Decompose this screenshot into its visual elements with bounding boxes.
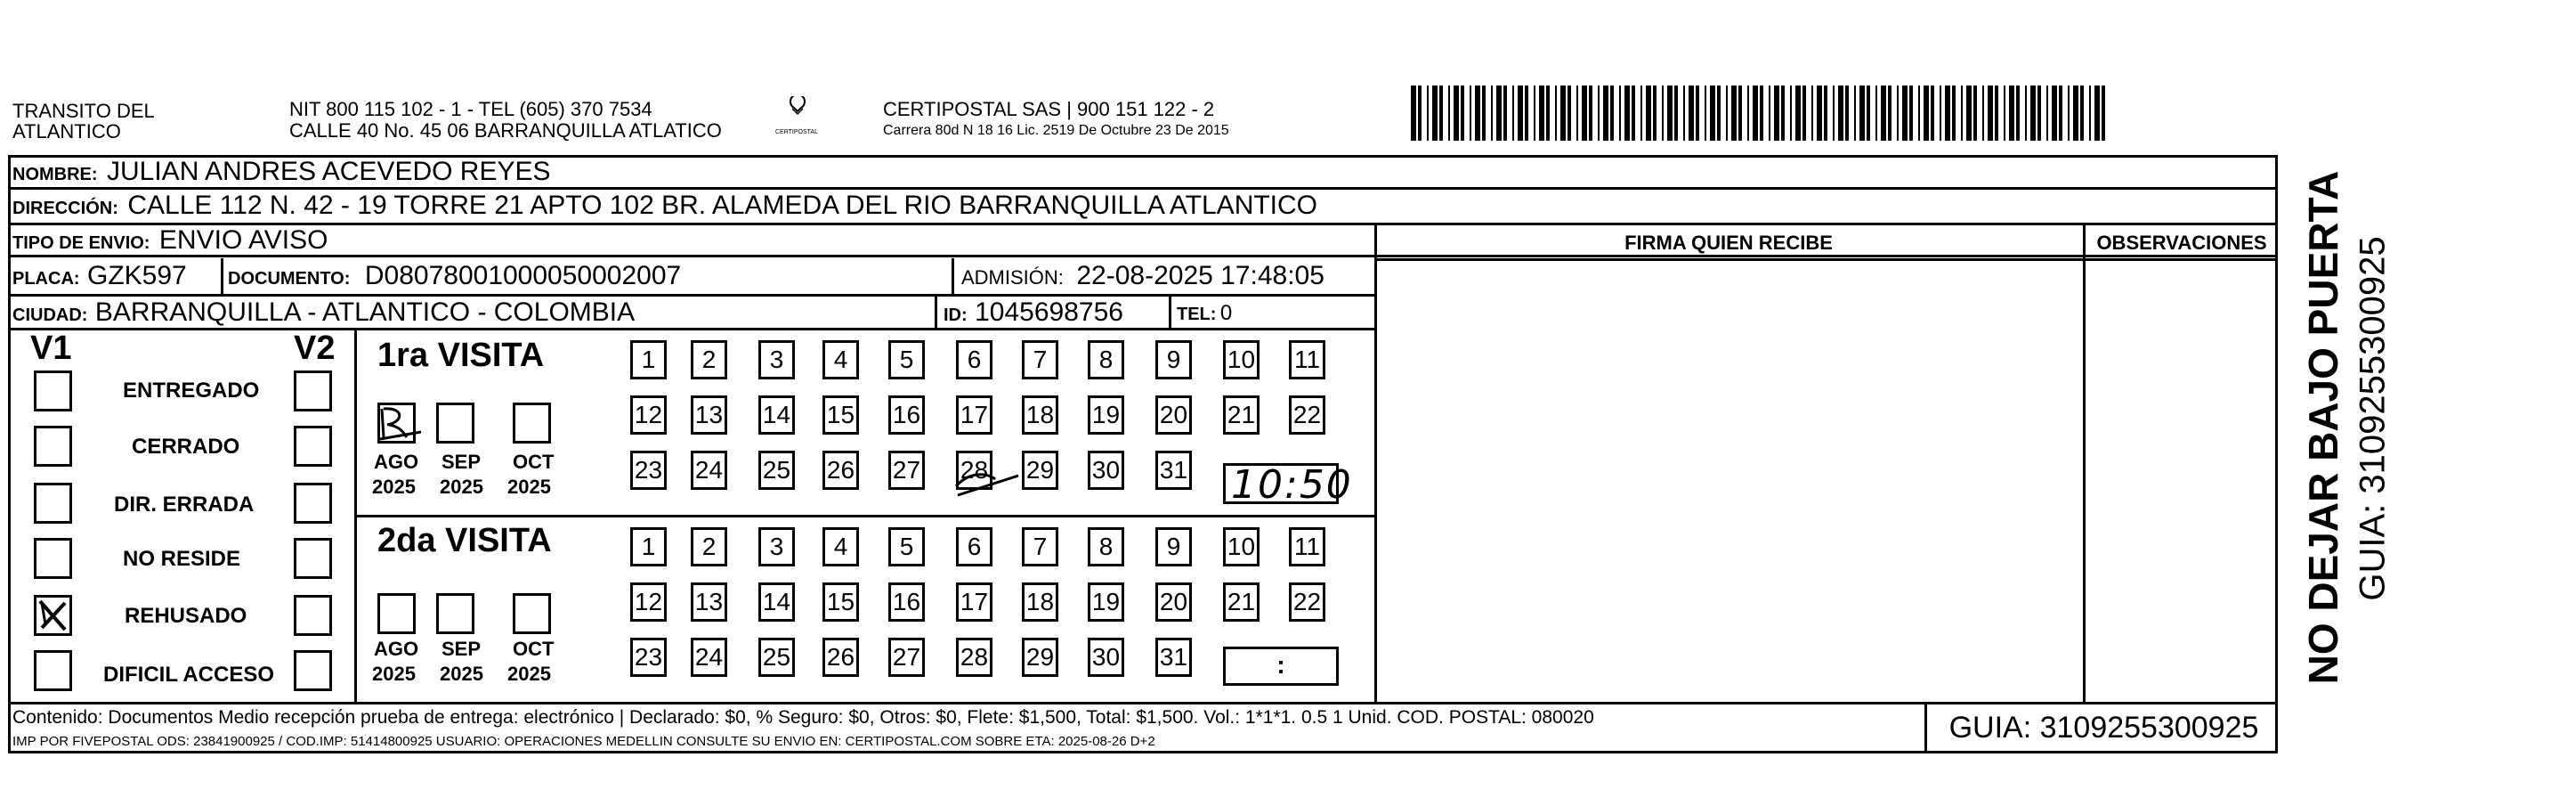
carrier-name: CERTIPOSTAL SAS | 900 151 122 - 2 bbox=[883, 98, 1215, 120]
barcode-bar bbox=[1496, 86, 1502, 141]
first-visit-day-box-9[interactable]: 9 bbox=[1155, 340, 1192, 379]
second-visit-time: : bbox=[1276, 651, 1285, 679]
header-line bbox=[1374, 258, 2278, 261]
second-visit-day-box-19[interactable]: 19 bbox=[1088, 582, 1124, 622]
barcode-bar bbox=[1710, 86, 1715, 141]
first-visit-day-box-16[interactable]: 16 bbox=[888, 395, 925, 435]
barcode-bar bbox=[2016, 86, 2020, 141]
barcode-bar bbox=[1518, 86, 1523, 141]
v1-label: V1 bbox=[30, 330, 72, 367]
second-visit-day-box-12[interactable]: 12 bbox=[630, 582, 667, 622]
tel-value: 0 bbox=[1219, 301, 1233, 325]
barcode-bar bbox=[1952, 86, 1956, 141]
barcode-bar bbox=[2046, 86, 2048, 141]
placa-row bbox=[12, 261, 187, 291]
barcode-bar bbox=[2052, 86, 2057, 141]
barcode-bar bbox=[1705, 86, 1706, 141]
barcode-bar bbox=[1632, 86, 1635, 141]
barcode-bar bbox=[1482, 86, 1486, 141]
v1-checkbox-cerrado[interactable] bbox=[34, 426, 72, 467]
status-label-cerrado: CERRADO bbox=[132, 435, 240, 459]
barcode-bar bbox=[1448, 86, 1450, 141]
barcode-bar bbox=[1589, 86, 1592, 141]
v1-checkbox-rehusado[interactable] bbox=[34, 595, 72, 636]
second-visit-day-box-5[interactable]: 5 bbox=[888, 527, 925, 566]
first-visit-day-box-26[interactable]: 26 bbox=[822, 451, 859, 490]
first-visit-day-box-21[interactable]: 21 bbox=[1223, 395, 1260, 435]
first-visit-day-box-17[interactable]: 17 bbox=[956, 395, 992, 435]
barcode-bar bbox=[1640, 86, 1642, 141]
first-visit-day-box-5[interactable]: 5 bbox=[888, 340, 925, 379]
documento-label: DOCUMENTO: bbox=[228, 269, 351, 289]
barcode-bar bbox=[1610, 86, 1614, 141]
first-visit-month-label: AGO bbox=[374, 451, 419, 473]
barcode-bar bbox=[1838, 86, 1843, 141]
barcode-bar bbox=[2089, 86, 2091, 141]
first-visit-day-box-2[interactable]: 2 bbox=[691, 340, 727, 379]
certipostal-logo bbox=[766, 96, 828, 141]
barcode-bar bbox=[2030, 86, 2036, 141]
second-visit-day-box-24[interactable]: 24 bbox=[691, 638, 727, 677]
barcode-bar bbox=[1432, 86, 1438, 141]
first-visit-month-sep[interactable] bbox=[436, 403, 474, 444]
second-visit-day-box-3[interactable]: 3 bbox=[758, 527, 795, 566]
barcode-bar bbox=[1689, 86, 1694, 141]
barcode-bar bbox=[1897, 86, 1899, 141]
barcode-bar bbox=[1811, 86, 1813, 141]
barcode-bar bbox=[1833, 86, 1835, 141]
id-row bbox=[944, 297, 1123, 328]
barcode-bar bbox=[1653, 86, 1657, 141]
col-line bbox=[1169, 294, 1171, 330]
first-visit-day-box-28[interactable]: 28 bbox=[956, 451, 992, 490]
tipo-envio-row bbox=[12, 225, 328, 256]
ciudad-label: CIUDAD: bbox=[12, 305, 88, 325]
first-visit-time-handwritten: 10:50 bbox=[1231, 462, 1353, 508]
barcode-bar bbox=[1854, 86, 1856, 141]
second-visit-day-box-16[interactable]: 16 bbox=[888, 582, 925, 622]
side-guia: GUIA: 3109255300925 bbox=[2353, 236, 2393, 601]
barcode-bar bbox=[2059, 86, 2062, 141]
barcode-bar bbox=[1439, 86, 1443, 141]
col-line bbox=[2083, 223, 2086, 704]
checkmark-x-icon bbox=[36, 598, 69, 633]
ciudad-row bbox=[12, 297, 635, 328]
first-visit-day-box-12[interactable]: 12 bbox=[630, 395, 667, 435]
barcode-bar bbox=[1667, 86, 1673, 141]
first-visit-day-box-10[interactable]: 10 bbox=[1223, 340, 1260, 379]
barcode-bar bbox=[1567, 86, 1571, 141]
barcode-bar bbox=[1696, 86, 1699, 141]
first-visit-day-box-3[interactable]: 3 bbox=[758, 340, 795, 379]
status-label-rehusado: REHUSADO bbox=[125, 604, 247, 628]
second-visit-day-box-21[interactable]: 21 bbox=[1223, 582, 1260, 622]
barcode-bar bbox=[1881, 86, 1886, 141]
second-visit-day-box-13[interactable]: 13 bbox=[691, 582, 727, 622]
barcode-bar bbox=[1995, 86, 1998, 141]
id-label: ID: bbox=[944, 305, 968, 325]
second-visit-day-box-29[interactable]: 29 bbox=[1022, 638, 1058, 677]
second-visit-day-box-8[interactable]: 8 bbox=[1088, 527, 1124, 566]
sender-name-line1: TRANSITO DEL bbox=[12, 100, 155, 122]
barcode-bar bbox=[1982, 86, 1984, 141]
barcode-bar bbox=[1475, 86, 1480, 141]
placa-label: PLACA: bbox=[12, 269, 80, 289]
tipo-envio-label: TIPO DE ENVIO: bbox=[12, 233, 150, 253]
col-line bbox=[221, 258, 223, 294]
no-dejar-warning: NO DEJAR BAJO PUERTA bbox=[2300, 170, 2346, 685]
barcode-bar bbox=[1491, 86, 1493, 141]
barcode-bar bbox=[1674, 86, 1678, 141]
barcode-bar bbox=[1603, 86, 1608, 141]
v2-checkbox-dificil-acceso[interactable] bbox=[294, 650, 332, 691]
barcode-bar bbox=[1731, 86, 1737, 141]
first-visit-day-box-23[interactable]: 23 bbox=[630, 451, 667, 490]
first-visit-month-label: SEP bbox=[441, 451, 482, 473]
second-visit-year-label: 2025 bbox=[507, 663, 551, 685]
second-visit-day-box-14[interactable]: 14 bbox=[758, 582, 795, 622]
second-visit-month-ago[interactable] bbox=[377, 593, 416, 634]
barcode-bar bbox=[1582, 86, 1587, 141]
first-visit-day-box-13[interactable]: 13 bbox=[691, 395, 727, 435]
barcode-bar bbox=[1918, 86, 1920, 141]
first-visit-time-box[interactable] bbox=[1223, 462, 1353, 508]
admision-label: ADMISIÓN: bbox=[961, 266, 1064, 289]
barcode-bar bbox=[1859, 86, 1865, 141]
first-visit-month-label: OCT bbox=[513, 451, 555, 473]
second-visit-month-sep[interactable] bbox=[436, 593, 474, 634]
first-visit-year-label: 2025 bbox=[507, 476, 551, 498]
row-line bbox=[8, 187, 2278, 190]
first-visit-day-box-11[interactable]: 11 bbox=[1289, 340, 1325, 379]
barcode-bar bbox=[1546, 86, 1550, 141]
nombre-row bbox=[12, 157, 551, 187]
barcode-bar bbox=[1534, 86, 1535, 141]
first-visit-month-oct[interactable] bbox=[513, 403, 551, 444]
barcode-bar bbox=[1418, 86, 1422, 141]
v2-checkbox-dir-errada[interactable] bbox=[294, 483, 332, 524]
v1-checkbox-entregado[interactable] bbox=[34, 370, 72, 411]
row-line bbox=[8, 294, 1377, 297]
barcode-bar bbox=[2004, 86, 2005, 141]
direccion-value: CALLE 112 N. 42 - 19 TORRE 21 APTO 102 BR. ALAMEDA DEL RIO BARRANQUILLA ATLANTICO bbox=[127, 191, 1318, 220]
barcode-bar bbox=[2037, 86, 2041, 141]
barcode-bar bbox=[1966, 86, 1972, 141]
barcode-bar bbox=[2080, 86, 2084, 141]
barcode-bar bbox=[1512, 86, 1514, 141]
col-line bbox=[952, 258, 954, 294]
admision-value: 22-08-2025 17:48:05 bbox=[1076, 261, 1324, 290]
barcode-bar bbox=[1738, 86, 1742, 141]
second-visit-day-box-6[interactable]: 6 bbox=[956, 527, 992, 566]
status-label-dificil-acceso: DIFICIL ACCESO bbox=[103, 663, 275, 687]
status-label-no-reside: NO RESIDE bbox=[123, 547, 241, 571]
first-visit-day-box-29[interactable]: 29 bbox=[1022, 451, 1058, 490]
direccion-row bbox=[12, 191, 1317, 221]
second-visit-day-box-2[interactable]: 2 bbox=[691, 527, 727, 566]
barcode-bar bbox=[1747, 86, 1749, 141]
first-visit-day-box-19[interactable]: 19 bbox=[1088, 395, 1124, 435]
first-visit-day-box-8[interactable]: 8 bbox=[1088, 340, 1124, 379]
barcode-bar bbox=[1824, 86, 1827, 141]
first-visit-day-box-18[interactable]: 18 bbox=[1022, 395, 1058, 435]
barcode-bar bbox=[1769, 86, 1770, 141]
second-visit-day-box-25[interactable]: 25 bbox=[758, 638, 795, 677]
tel-label: TEL: bbox=[1177, 305, 1217, 324]
barcode-bar bbox=[1717, 86, 1721, 141]
barcode-bar bbox=[1624, 86, 1630, 141]
barcode-bar bbox=[1470, 86, 1471, 141]
handwritten-strike-icon bbox=[951, 460, 1022, 504]
v2-checkbox-entregado[interactable] bbox=[294, 370, 332, 411]
row-line bbox=[8, 328, 1377, 330]
footer-guia: GUIA: 3109255300925 bbox=[1948, 711, 2259, 745]
barcode-bar bbox=[1802, 86, 1806, 141]
second-visit-day-box-9[interactable]: 9 bbox=[1155, 527, 1192, 566]
contenido-line: Contenido: Documentos Medio recepción prueba de entrega: electrónico | Declarado: $0, % Seguro: $0, Otros: $0, Flete: $1,500, Total: $1,500. Vol.: 1*1*1. 0.5 1 Unid. COD. POSTAL: 080020 bbox=[12, 707, 1594, 728]
tel-row bbox=[1177, 301, 1232, 326]
carrier-address: Carrera 80d N 18 16 Lic. 2519 De Octubre 23 De 2015 bbox=[883, 123, 1229, 138]
barcode-bar bbox=[1774, 86, 1779, 141]
row-line bbox=[8, 223, 2278, 225]
section-line bbox=[354, 515, 1377, 517]
second-visit-day-box-10[interactable]: 10 bbox=[1223, 527, 1260, 566]
barcode-bar bbox=[2068, 86, 2070, 141]
barcode-bar bbox=[1875, 86, 1877, 141]
first-visit-day-box-1[interactable]: 1 bbox=[630, 340, 667, 379]
first-visit-day-box-30[interactable]: 30 bbox=[1088, 451, 1124, 490]
second-visit-month-oct[interactable] bbox=[513, 593, 551, 634]
v1-checkbox-no-reside[interactable] bbox=[34, 538, 72, 579]
first-visit-day-box-25[interactable]: 25 bbox=[758, 451, 795, 490]
admision-row bbox=[961, 261, 1324, 291]
imp-line: IMP POR FIVEPOSTAL ODS: 23841900925 / COD.IMP: 51414800925 USUARIO: OPERACIONES MEDELLIN CONSULTE SU ENVIO EN: CERTIPOSTAL.COM SOBRE ETA: 2025-08-26 D+2 bbox=[12, 734, 1155, 749]
tipo-envio-value: ENVIO AVISO bbox=[158, 225, 328, 255]
barcode-bar bbox=[1461, 86, 1464, 141]
barcode-bar bbox=[1662, 86, 1664, 141]
documento-row bbox=[228, 261, 681, 291]
first-visit-day-box-6[interactable]: 6 bbox=[956, 340, 992, 379]
v2-checkbox-no-reside[interactable] bbox=[294, 538, 332, 579]
first-visit-month-ago[interactable] bbox=[377, 403, 416, 444]
barcode-bar bbox=[2009, 86, 2014, 141]
second-visit-day-box-22[interactable]: 22 bbox=[1289, 582, 1325, 622]
barcode-bar bbox=[1790, 86, 1792, 141]
status-label-entregado: ENTREGADO bbox=[123, 379, 260, 403]
v1-checkbox-dir-errada[interactable] bbox=[34, 483, 72, 524]
second-visit-time-box[interactable] bbox=[1223, 647, 1339, 686]
barcode-bar bbox=[2094, 86, 2100, 141]
second-visit-day-box-20[interactable]: 20 bbox=[1155, 582, 1192, 622]
barcode-bar bbox=[1525, 86, 1528, 141]
direccion-label: DIRECCIÓN: bbox=[12, 199, 118, 218]
first-visit-year-label: 2025 bbox=[372, 476, 416, 498]
barcode-bar bbox=[2102, 86, 2105, 141]
second-visit-day-box-28[interactable]: 28 bbox=[956, 638, 992, 677]
barcode-bar bbox=[1909, 86, 1913, 141]
barcode-bar bbox=[1619, 86, 1621, 141]
barcode-bar bbox=[1598, 86, 1600, 141]
nombre-value: JULIAN ANDRES ACEVEDO REYES bbox=[107, 157, 551, 186]
v2-checkbox-rehusado[interactable] bbox=[294, 595, 332, 636]
second-visit-day-box-1[interactable]: 1 bbox=[630, 527, 667, 566]
second-visit-month-label: AGO bbox=[374, 638, 419, 660]
second-visit-day-box-15[interactable]: 15 bbox=[822, 582, 859, 622]
first-visit-day-box-7[interactable]: 7 bbox=[1022, 340, 1058, 379]
barcode-bar bbox=[1427, 86, 1429, 141]
barcode-bar bbox=[1961, 86, 1963, 141]
barcode-bar bbox=[1503, 86, 1507, 141]
barcode-bar bbox=[1973, 86, 1977, 141]
second-visit-day-box-18[interactable]: 18 bbox=[1022, 582, 1058, 622]
sender-address: CALLE 40 No. 45 06 BARRANQUILLA ATLATICO bbox=[289, 119, 722, 142]
second-visit-day-box-30[interactable]: 30 bbox=[1088, 638, 1124, 677]
second-visit-year-label: 2025 bbox=[440, 663, 483, 685]
barcode-bar bbox=[1753, 86, 1758, 141]
first-visit-day-box-31[interactable]: 31 bbox=[1155, 451, 1192, 490]
barcode-bar bbox=[1781, 86, 1785, 141]
second-visit-day-box-26[interactable]: 26 bbox=[822, 638, 859, 677]
barcode-bar bbox=[1902, 86, 1908, 141]
row-line bbox=[8, 702, 2278, 704]
barcode-bar bbox=[1931, 86, 1934, 141]
first-visit-day-box-15[interactable]: 15 bbox=[822, 395, 859, 435]
second-visit-day-box-4[interactable]: 4 bbox=[822, 527, 859, 566]
barcode-bar bbox=[1867, 86, 1870, 141]
second-visit-day-box-17[interactable]: 17 bbox=[956, 582, 992, 622]
barcode-bar bbox=[1945, 86, 1950, 141]
col-line bbox=[935, 294, 937, 330]
barcode-bar bbox=[2073, 86, 2078, 141]
svg-text:CERTIPOSTAL: CERTIPOSTAL bbox=[775, 129, 818, 135]
barcode bbox=[1411, 86, 2114, 141]
barcode-bar bbox=[1576, 86, 1578, 141]
second-visit-day-box-11[interactable]: 11 bbox=[1289, 527, 1325, 566]
first-visit-day-box-20[interactable]: 20 bbox=[1155, 395, 1192, 435]
barcode-bar bbox=[1560, 86, 1566, 141]
barcode-bar bbox=[1924, 86, 1929, 141]
firma-header: FIRMA QUIEN RECIBE bbox=[1624, 232, 1833, 254]
second-visit-day-box-27[interactable]: 27 bbox=[888, 638, 925, 677]
barcode-bar bbox=[1454, 86, 1459, 141]
barcode-bar bbox=[1726, 86, 1728, 141]
first-visit-title: 1ra VISITA bbox=[377, 337, 545, 374]
second-visit-year-label: 2025 bbox=[372, 663, 416, 685]
documento-value: D08078001000050002007 bbox=[364, 261, 682, 290]
first-visit-day-box-22[interactable]: 22 bbox=[1289, 395, 1325, 435]
v1-checkbox-dificil-acceso[interactable] bbox=[34, 650, 72, 691]
nombre-label: NOMBRE: bbox=[12, 165, 98, 184]
second-visit-month-label: SEP bbox=[441, 638, 482, 660]
barcode-bar bbox=[1845, 86, 1849, 141]
barcode-bar bbox=[2025, 86, 2027, 141]
second-visit-day-box-7[interactable]: 7 bbox=[1022, 527, 1058, 566]
status-label-dir-errada: DIR. ERRADA bbox=[114, 493, 255, 517]
v2-checkbox-cerrado[interactable] bbox=[294, 426, 332, 467]
first-visit-year-label: 2025 bbox=[440, 476, 483, 498]
barcode-bar bbox=[1940, 86, 1941, 141]
barcode-bar bbox=[1888, 86, 1891, 141]
placa-value: GZK597 bbox=[87, 261, 187, 290]
barcode-bar bbox=[1817, 86, 1822, 141]
col-line bbox=[1924, 702, 1927, 753]
v2-label: V2 bbox=[294, 330, 336, 367]
first-visit-day-box-4[interactable]: 4 bbox=[822, 340, 859, 379]
first-visit-day-box-24[interactable]: 24 bbox=[691, 451, 727, 490]
second-visit-title: 2da VISITA bbox=[377, 522, 552, 559]
row-line bbox=[8, 255, 2278, 257]
id-value: 1045698756 bbox=[975, 297, 1123, 327]
second-visit-month-label: OCT bbox=[513, 638, 555, 660]
first-visit-day-box-14[interactable]: 14 bbox=[758, 395, 795, 435]
barcode-bar bbox=[1646, 86, 1651, 141]
ciudad-value: BARRANQUILLA - ATLANTICO - COLOMBIA bbox=[94, 297, 636, 327]
sender-name-line2: ATLANTICO bbox=[12, 120, 121, 142]
col-line bbox=[1374, 223, 1377, 704]
barcode-bar bbox=[1411, 86, 1416, 141]
barcode-bar bbox=[1795, 86, 1801, 141]
barcode-bar bbox=[1683, 86, 1685, 141]
sender-nit: NIT 800 115 102 - 1 - TEL (605) 370 7534 bbox=[289, 98, 652, 120]
second-visit-day-box-31[interactable]: 31 bbox=[1155, 638, 1192, 677]
second-visit-day-box-23[interactable]: 23 bbox=[630, 638, 667, 677]
first-visit-day-box-27[interactable]: 27 bbox=[888, 451, 925, 490]
barcode-bar bbox=[1988, 86, 1993, 141]
barcode-bar bbox=[1539, 86, 1544, 141]
barcode-bar bbox=[1555, 86, 1557, 141]
barcode-bar bbox=[1760, 86, 1763, 141]
observaciones-header: OBSERVACIONES bbox=[2096, 232, 2267, 254]
handwritten-mark-icon bbox=[377, 402, 430, 446]
